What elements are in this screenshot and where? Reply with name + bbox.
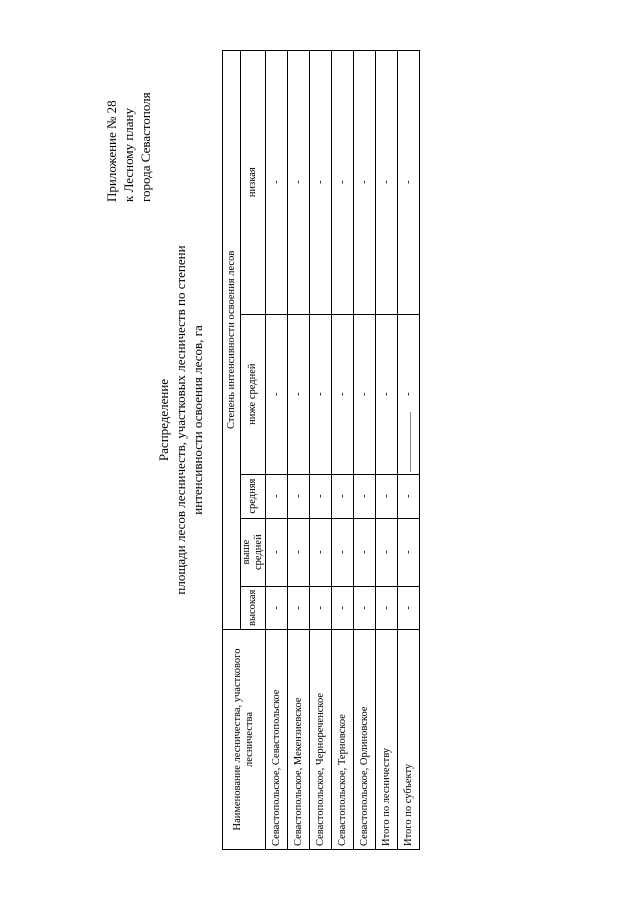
cell-value: - [288, 586, 310, 629]
cell-value: - [354, 518, 376, 586]
cell-value: - [266, 314, 288, 474]
row-name: Итого по субъекту [398, 630, 420, 850]
title-line-1: Распределение [156, 378, 171, 462]
cell-value: - [376, 518, 398, 586]
cell-value: - [288, 314, 310, 474]
row-name: Севастопольское, Чернореченское [310, 630, 332, 850]
cell-value: - [354, 474, 376, 518]
cell-value: - [310, 474, 332, 518]
cell-value: - [288, 474, 310, 518]
row-name: Севастопольское, Мекензиевское [288, 630, 310, 850]
appendix-line-2: к Лесному плану [121, 107, 136, 202]
title-line-3: интенсивности освоения лесов, га [190, 325, 205, 515]
cell-value: - [398, 50, 420, 314]
header-high: высокая [241, 586, 266, 629]
row-name: Севастопольское, Севастопольское [266, 630, 288, 850]
header-below-average: ниже средней [241, 314, 266, 474]
cell-value: - [376, 50, 398, 314]
cell-value: - [398, 518, 420, 586]
table-row [310, 50, 332, 849]
cell-value: - [354, 586, 376, 629]
cell-value: - [288, 50, 310, 314]
header-above-average: выше средней [241, 518, 266, 586]
cell-value: - [332, 50, 354, 314]
cell-value: - [266, 518, 288, 586]
appendix-note [103, 92, 154, 202]
cell-value: - [376, 474, 398, 518]
header-average: средняя [241, 474, 266, 518]
table-row [398, 50, 420, 849]
cell-value: - [376, 314, 398, 474]
row-name: Итого по лесничеству [376, 630, 398, 850]
cell-value: - [288, 518, 310, 586]
row-name: Севастопольское, Терновское [332, 630, 354, 850]
appendix-line-3: города Севастополя [138, 92, 153, 202]
cell-value: - [332, 314, 354, 474]
appendix-line-1: Приложение № 28 [104, 100, 119, 202]
table-row [288, 50, 310, 849]
cell-value: - [398, 474, 420, 518]
cell-value: - [376, 586, 398, 629]
header-low: низкая [241, 50, 266, 314]
document-title [155, 140, 206, 700]
cell-value: - [398, 314, 420, 474]
cell-value: - [266, 474, 288, 518]
cell-value: - [398, 586, 420, 629]
forest-distribution-table [222, 50, 420, 850]
header-group: Степень интенсивности освоения лесов [223, 50, 241, 629]
cell-value: - [310, 518, 332, 586]
cell-value: - [354, 50, 376, 314]
cell-value: - [332, 518, 354, 586]
title-line-2: площади лесов лесничеств, участковых лесничеств по степени [173, 245, 188, 595]
cell-value: - [310, 50, 332, 314]
cell-value: - [310, 586, 332, 629]
cell-value: - [310, 314, 332, 474]
table-row [266, 50, 288, 849]
table-row [376, 50, 398, 849]
cell-value: - [354, 314, 376, 474]
cell-value: - [332, 586, 354, 629]
cell-value: - [332, 474, 354, 518]
table-row [354, 50, 376, 849]
table-row [332, 50, 354, 849]
cell-value: - [266, 586, 288, 629]
header-name: Наименование лесничества, участкового лесничества [223, 630, 266, 850]
row-name: Севастопольское, Орлиновское [354, 630, 376, 850]
cell-value: - [266, 50, 288, 314]
